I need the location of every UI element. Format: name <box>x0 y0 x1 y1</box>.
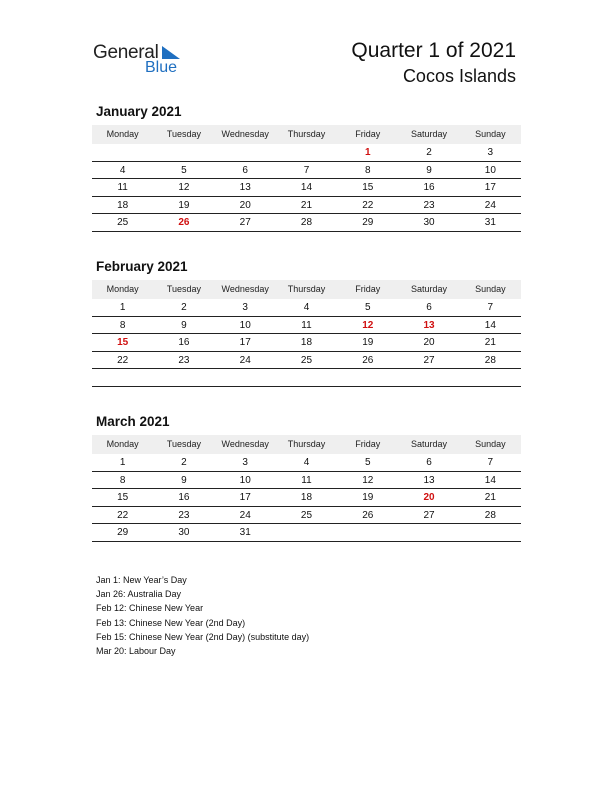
day-cell: 25 <box>300 354 313 366</box>
weekday-label: Thursday <box>287 439 326 449</box>
day-cell: 20 <box>239 199 251 211</box>
day-cell <box>276 144 337 161</box>
day-cell: 17 <box>239 337 251 348</box>
day-cell: 6 <box>426 302 432 313</box>
day-cell: 19 <box>178 199 190 211</box>
day-cell: 4 <box>119 164 126 176</box>
day-cell: 24 <box>239 354 251 366</box>
week-row <box>92 507 521 525</box>
day-cell: 12 <box>178 182 190 193</box>
weekday-label: Sunday <box>475 439 506 449</box>
day-cell: 22 <box>117 354 129 366</box>
weekday-label: Saturday <box>411 284 448 294</box>
day-cell: 21 <box>484 492 496 503</box>
day-cell <box>337 524 398 541</box>
day-cell: 1 <box>364 147 371 158</box>
day-cell: 15 <box>117 337 129 348</box>
day-cell: 22 <box>117 509 129 521</box>
day-cell: 10 <box>239 474 251 486</box>
week-row <box>92 317 521 335</box>
day-cell: 2 <box>181 457 187 468</box>
day-cell: 14 <box>484 474 496 486</box>
day-cell: 29 <box>117 527 129 538</box>
holiday-notes <box>96 573 309 658</box>
day-cell: 6 <box>426 457 432 468</box>
day-cell <box>460 524 521 541</box>
day-cell: 16 <box>178 492 190 503</box>
day-cell: 13 <box>239 182 251 193</box>
day-cell: 16 <box>178 337 190 348</box>
month-march <box>92 414 521 542</box>
month-grid <box>92 144 521 232</box>
month-title: March 2021 <box>96 414 170 429</box>
week-row <box>92 334 521 352</box>
day-cell: 25 <box>300 509 313 521</box>
weekday-label: Tuesday <box>166 129 202 139</box>
logo-word-general: General <box>93 42 159 63</box>
weekday-label: Tuesday <box>166 439 202 449</box>
day-cell: 23 <box>178 509 190 521</box>
weekday-label: Saturday <box>411 439 448 449</box>
day-cell: 9 <box>181 319 187 331</box>
day-cell: 8 <box>119 319 126 331</box>
day-cell: 28 <box>484 509 496 521</box>
day-cell: 7 <box>487 457 494 468</box>
day-cell: 3 <box>487 147 494 158</box>
logo-triangle-icon <box>160 46 180 60</box>
week-row <box>92 162 521 180</box>
day-cell: 3 <box>242 302 248 313</box>
day-cell: 1 <box>119 457 126 468</box>
day-cell: 22 <box>362 199 374 211</box>
weekday-label: Sunday <box>475 129 506 139</box>
day-cell: 27 <box>423 509 435 521</box>
day-cell <box>398 369 459 386</box>
week-row <box>92 369 521 387</box>
day-cell: 28 <box>484 354 496 366</box>
day-cell: 9 <box>426 164 432 176</box>
day-cell: 20 <box>423 337 435 348</box>
day-cell <box>398 524 459 541</box>
weekday-label: Friday <box>355 129 381 139</box>
day-cell: 13 <box>423 474 435 486</box>
day-cell: 31 <box>484 217 496 228</box>
day-cell: 2 <box>181 302 187 313</box>
day-cell <box>92 369 153 386</box>
day-cell: 27 <box>239 217 251 228</box>
week-row <box>92 454 521 472</box>
month-title: February 2021 <box>96 259 188 274</box>
holiday-note: Jan 26: Australia Day <box>96 589 182 600</box>
day-cell: 10 <box>239 319 251 331</box>
day-cell: 8 <box>364 164 371 176</box>
day-cell <box>153 369 214 386</box>
day-cell: 21 <box>300 199 313 211</box>
day-cell: 18 <box>300 492 313 503</box>
day-cell: 6 <box>242 164 248 176</box>
day-cell: 19 <box>362 492 374 503</box>
weekday-label: Monday <box>106 129 139 139</box>
day-cell: 23 <box>423 199 435 211</box>
weekday-label: Wednesday <box>221 439 269 449</box>
week-row <box>92 352 521 370</box>
day-cell: 13 <box>423 319 435 331</box>
generalblue-logo <box>93 42 193 78</box>
day-cell: 27 <box>423 354 435 366</box>
day-cell: 1 <box>119 302 126 313</box>
day-cell <box>215 144 276 161</box>
weekday-header <box>92 125 521 144</box>
holiday-note: Mar 20: Labour Day <box>96 646 176 657</box>
day-cell: 14 <box>484 319 496 331</box>
day-cell: 3 <box>242 457 248 468</box>
day-cell: 25 <box>117 217 129 228</box>
week-row <box>92 179 521 197</box>
day-cell: 20 <box>423 492 435 503</box>
day-cell: 17 <box>484 182 496 193</box>
weekday-label: Monday <box>106 284 139 294</box>
day-cell: 17 <box>239 492 251 503</box>
day-cell: 5 <box>364 457 371 468</box>
weekday-header <box>92 280 521 299</box>
month-grid <box>92 454 521 542</box>
day-cell: 7 <box>303 164 310 176</box>
holiday-note: Feb 12: Chinese New Year <box>96 603 204 614</box>
day-cell: 10 <box>484 164 496 176</box>
week-row <box>92 144 521 162</box>
week-row <box>92 214 521 232</box>
month-grid <box>92 299 521 387</box>
day-cell: 19 <box>362 337 374 348</box>
day-cell: 12 <box>362 474 374 486</box>
day-cell: 11 <box>301 319 312 331</box>
day-cell: 28 <box>300 217 313 228</box>
day-cell: 26 <box>362 354 374 366</box>
page-title: Quarter 1 of 2021 <box>351 39 516 62</box>
day-cell: 16 <box>423 182 435 193</box>
day-cell <box>276 369 337 386</box>
week-row <box>92 299 521 317</box>
weekday-label: Tuesday <box>166 284 202 294</box>
day-cell: 30 <box>178 527 190 538</box>
day-cell <box>460 369 521 386</box>
day-cell: 8 <box>119 474 126 486</box>
day-cell <box>215 369 276 386</box>
day-cell: 24 <box>484 199 496 211</box>
weekday-label: Thursday <box>287 129 326 139</box>
weekday-label: Wednesday <box>221 284 269 294</box>
day-cell: 18 <box>300 337 313 348</box>
day-cell: 5 <box>181 164 187 176</box>
weekday-label: Sunday <box>475 284 506 294</box>
day-cell: 29 <box>362 217 374 228</box>
holiday-note: Jan 1: New Year’s Day <box>96 575 187 585</box>
day-cell: 21 <box>484 337 496 348</box>
day-cell <box>276 524 337 541</box>
day-cell: 4 <box>303 302 310 313</box>
weekday-header <box>92 435 521 454</box>
day-cell: 11 <box>301 474 312 486</box>
weekday-label: Friday <box>355 439 381 449</box>
week-row <box>92 472 521 490</box>
day-cell: 4 <box>303 457 310 468</box>
day-cell: 31 <box>239 527 251 538</box>
day-cell <box>337 369 398 386</box>
week-row <box>92 524 521 542</box>
day-cell: 26 <box>362 509 374 521</box>
day-cell: 9 <box>181 474 187 486</box>
weekday-label: Saturday <box>411 129 448 139</box>
day-cell: 15 <box>362 182 374 193</box>
holiday-note: Feb 13: Chinese New Year (2nd Day) <box>96 617 246 628</box>
month-february <box>92 259 521 387</box>
day-cell: 23 <box>178 354 190 366</box>
logo-word-blue: Blue <box>145 59 178 76</box>
day-cell: 2 <box>426 147 432 158</box>
day-cell: 15 <box>117 492 129 503</box>
month-january <box>92 104 521 232</box>
week-row <box>92 489 521 507</box>
holiday-note: Feb 15: Chinese New Year (2nd Day) (substitute day) <box>96 631 310 642</box>
weekday-label: Monday <box>106 439 139 449</box>
day-cell: 12 <box>362 319 374 331</box>
weekday-label: Wednesday <box>221 129 269 139</box>
day-cell: 11 <box>117 182 128 193</box>
weekday-label: Thursday <box>287 284 326 294</box>
day-cell: 7 <box>487 302 494 313</box>
day-cell: 14 <box>300 182 313 193</box>
page-subtitle: Cocos Islands <box>402 66 516 86</box>
day-cell: 30 <box>423 217 435 228</box>
weekday-label: Friday <box>355 284 381 294</box>
day-cell: 24 <box>239 509 251 521</box>
month-title: January 2021 <box>96 104 182 119</box>
day-cell: 26 <box>178 217 190 228</box>
week-row <box>92 197 521 215</box>
day-cell: 5 <box>364 302 371 313</box>
day-cell <box>153 144 214 161</box>
day-cell: 18 <box>117 199 129 211</box>
day-cell <box>92 144 153 161</box>
